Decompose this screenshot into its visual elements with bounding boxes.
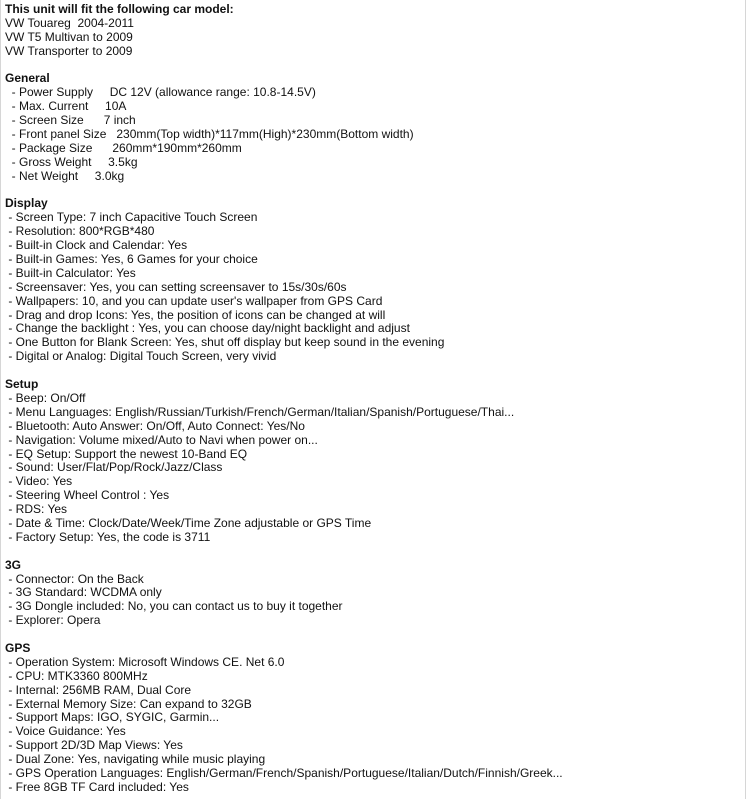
section-title: General: [5, 71, 50, 86]
spec-item: - Video: Yes: [5, 474, 73, 489]
spec-item: - Dual Zone: Yes, navigating while music playing: [5, 752, 266, 767]
spec-item: - GPS Operation Languages: English/German/French/Spanish/Portuguese/Italian/Dutch/Finnish/Greek...: [5, 765, 563, 780]
section-spacer: [5, 59, 741, 73]
spec-item: - Package Size 260mm*190mm*260mm: [5, 140, 242, 155]
spec-item: - Wallpapers: 10, and you can update user's wallpaper from GPS Card: [5, 293, 383, 308]
spec-item: - Resolution: 800*RGB*480: [5, 224, 155, 239]
section-title: Setup: [5, 377, 39, 392]
spec-item: - Screen Type: 7 inch Capacitive Touch Screen: [5, 210, 258, 225]
section-title: Display: [5, 196, 48, 211]
spec-item: - Support Maps: IGO, SYGIC, Garmin...: [5, 710, 220, 725]
spec-item: - Navigation: Volume mixed/Auto to Navi when power on...: [5, 432, 318, 447]
spec-item: - Connector: On the Back: [5, 571, 144, 586]
spec-item: - Gross Weight 3.5kg: [5, 154, 138, 169]
spec-item: - Built-in Calculator: Yes: [5, 265, 136, 280]
spec-document: [5, 3, 741, 795]
spec-item: - Support 2D/3D Map Views: Yes: [5, 738, 183, 753]
spec-item: - CPU: MTK3360 800MHz: [5, 668, 148, 683]
spec-item: - Beep: On/Off: [5, 390, 86, 405]
fit-model-item: VW Transporter to 2009: [5, 43, 133, 58]
fit-block: [5, 3, 741, 59]
spec-item: - Digital or Analog: Digital Touch Screen, very vivid: [5, 349, 277, 364]
spec-item: - One Button for Blank Screen: Yes, shut off display but keep sound in the evening: [5, 335, 445, 350]
fit-title: This unit will fit the following car model:: [5, 2, 234, 16]
spec-item: - Screensaver: Yes, you can setting screensaver to 15s/30s/60s: [5, 279, 347, 294]
spec-item: - Front panel Size 230mm(Top width)*117mm(High)*230mm(Bottom width): [5, 127, 414, 142]
section-spacer: [5, 545, 741, 559]
section-spacer: [5, 628, 741, 642]
section-gps: [5, 642, 741, 795]
spec-item: - Sound: User/Flat/Pop/Rock/Jazz/Class: [5, 460, 223, 475]
fit-model-item: VW Touareg 2004-2011: [5, 15, 134, 30]
spec-item: - Steering Wheel Control : Yes: [5, 488, 170, 503]
spec-item: - Operation System: Microsoft Windows CE. Net 6.0: [5, 654, 285, 669]
spec-item: - Screen Size 7 inch: [5, 113, 136, 128]
spec-item: - RDS: Yes: [5, 502, 68, 517]
spec-item: - 3G Dongle included: No, you can contact us to buy it together: [5, 599, 343, 614]
section-spacer: [5, 364, 741, 378]
section-display: [5, 197, 741, 364]
fit-model-item: VW T5 Multivan to 2009: [5, 29, 133, 44]
spec-item: - Voice Guidance: Yes: [5, 724, 126, 739]
spec-item: - Max. Current 10A: [5, 99, 127, 114]
spec-item: - EQ Setup: Support the newest 10-Band EQ: [5, 446, 248, 461]
spec-item: - 3G Standard: WCDMA only: [5, 585, 162, 600]
spec-item: - Menu Languages: English/Russian/Turkish/French/German/Italian/Spanish/Portuguese/Thai...: [5, 404, 515, 419]
spec-item: - External Memory Size: Can expand to 32GB: [5, 696, 252, 711]
spec-item: - Free 8GB TF Card included: Yes: [5, 779, 189, 794]
spec-item: - Power Supply DC 12V (allowance range: 10.8-14.5V): [5, 85, 316, 100]
section-title: 3G: [5, 557, 22, 572]
section-general: [5, 72, 741, 183]
spec-item: - Built-in Clock and Calendar: Yes: [5, 238, 188, 253]
spec-item: - Date & Time: Clock/Date/Week/Time Zone adjustable or GPS Time: [5, 515, 372, 530]
spec-item: - Explorer: Opera: [5, 613, 101, 628]
spec-item: - Drag and drop Icons: Yes, the position of icons can be changed at will: [5, 307, 386, 322]
spec-item: - Built-in Games: Yes, 6 Games for your choice: [5, 252, 258, 267]
spec-item: - Internal: 256MB RAM, Dual Core: [5, 682, 192, 697]
spec-item: - Net Weight 3.0kg: [5, 168, 125, 183]
spec-item: - Change the backlight : Yes, you can choose day/night backlight and adjust: [5, 321, 410, 336]
section-spacer: [5, 184, 741, 198]
section-setup: [5, 378, 741, 545]
spec-item: - Bluetooth: Auto Answer: On/Off, Auto Connect: Yes/No: [5, 418, 305, 433]
section-title: GPS: [5, 640, 31, 655]
section-3g: [5, 559, 741, 628]
spec-item: - Factory Setup: Yes, the code is 3711: [5, 529, 211, 544]
